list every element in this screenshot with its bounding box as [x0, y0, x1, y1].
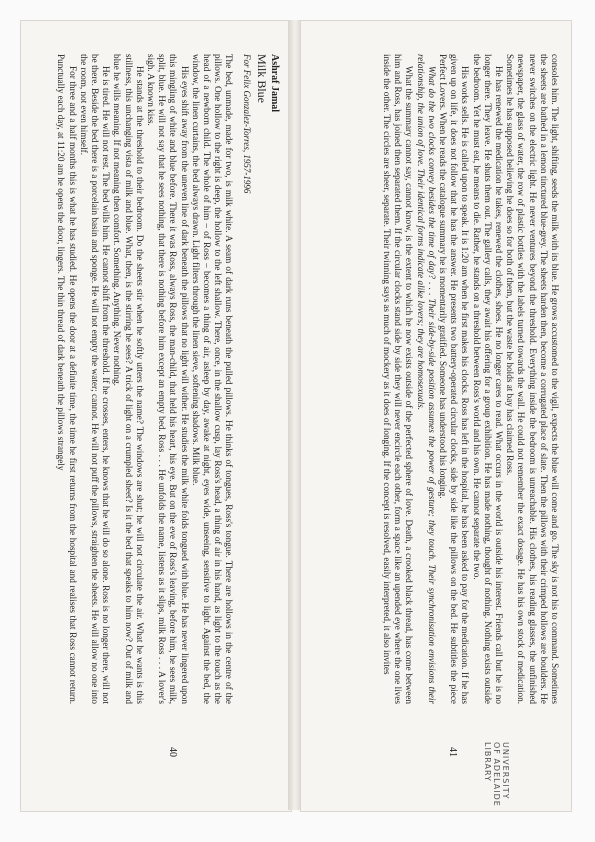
- dedication: For Felix Gonzalez-Torres, 1957-1996: [241, 54, 252, 194]
- paragraph: What the summary cannot say, cannot know, is the extent to which he now exists outside of the perfected sphere of love. Death, a crooked black thread, has come between him and Ross, has joined then separated them. If the circular clocks stand side by side they will never encircle each other, form a space like an upended eye where the one lives inside the other. The circles are sheer, separate. Their twinning says as much of mockery as it does of longing. If the concept is resolved, easily interpreted, it also invites: [381, 54, 415, 704]
- catalogue-quote: What do the two clocks convey besides the time of day? . . . Their side-by-side position assumes the power of gesture; they touch. Their synchronisation envisions their relationship, the union of love. Their identical forms indicate alike lovers; they are homosexuals.: [415, 54, 437, 704]
- page-number-left: 40: [167, 747, 178, 757]
- paragraph: For three and a half months this is what he has studied. He opens the door at a definite time, the time he first returns from the hospital and realises that Ross cannot return. Punctually each day, at 11:20 am he opens the door, lingers. The thin thread of dark beneath the pillows strangely: [56, 54, 78, 704]
- paragraph: His eyes shift away from the uneven line of dark beneath the pillows that no light will wither. He studies the milk white folds tongued with blue. He has never lingered upon this mingling of white and blue before. There it was Ross, always Ross, the man-child, that held his heart, his eye. But on the eve of Ross's leaving, before him, he sees milk, split, blue. He will not say that he sees nothing, that there is nothing before him except an empty bed. Ross . . . He unfolds the name, listens as it slips, milk Ross . . . A lover's sigh. A known kiss.: [145, 54, 190, 704]
- left-page: [20, 20, 292, 812]
- left-page-rotated-frame: [42, 42, 290, 812]
- right-page-rotated-frame: [322, 42, 570, 812]
- story-title: Milk Blue: [254, 54, 269, 104]
- author-name: Ashraf Jamal: [269, 54, 280, 113]
- paragraph: The bed, unmade, made for two, is milk white. A seam of dark runs beneath the pulled pillows. He thinks of tongues, Ross's tongue. There are hollows in the centre of the pillows. One hollow to the right is deep, the hollow to the left shallow. There, once, in the shallow cusp, lay Ross's head, a thing of air in his hand, as light to the touch as the head of a newborn child. The whole of him – of Ross – becomes a thing of air, asleep by day, awake at night, eyes wide, unseeing, sensitive to light. Against the bed, the window, the linen curtains, the bed always drawn. Light filters through the linen sieve, softening shadows. Milk blue.: [190, 54, 235, 704]
- left-page-text: [55, 54, 280, 704]
- paragraph: He has renewed the medication he takes, renewed the clothes, shoes. He no longer cares to read. What occurs in the world is outside his interest. Friends call but he is no longer there. They leave. He shuts them out. The gallery calls, they await his offering for a group exhibition. He has made nothing, thought of nothing. Nothing exists outside the bedroom. Yet he must eat, he means to die. Rather, he stands on a threshold between Ross's world and his own. He cannot separate the two.: [471, 54, 504, 704]
- paragraph: He is tired. He will not rest. The bed wills him. He cannot shift from the threshold. If he crosses, enters, he knows that he will do so alone. Ross is no longer there, will not be there. Beside the bed there is a porcelain basin and sponge. He will not empty the water; cannot. He will not puff the pillows, straighten the sheets. He will allow no one into the room, not even himself.: [78, 54, 112, 704]
- paragraph: consoles him. The light, shifting, seeds the milk with its blue. He grows accustomed to the vigil, expects the blue will come and go. The sky is not his to command. Sometimes the sheets are bathed in a lemon tinctured blue-grey. The sheets harden then, become a corrugated place of slate. Then the pillows with their crimped hollows are boulders. He never switches on the electric light. He never ventures beyond the threshold. Everything inside the bedroom is unreachable. His clothes, his reading glasses, the unfinished newspaper, the glass of water, the row of plastic bottles with the labels turned towards the wall. He could not remember the exact dosage. He has his own stock of medication. Sometimes he has supposed believing he does so for both of them, but the waste he holds at bay has claimed Ross.: [505, 54, 560, 704]
- library-stamp: UNIVERSITY OF ADELAIDE LIBRARY: [483, 742, 510, 807]
- paragraph: He stands at the threshold to their bedroom. Do the sheets stir when he softly utters the name? The windows are shut; he will not circulate the air. What he wants is this stillness, this unchanging vista of milk and blue. What, then, is the stirring he sees? A trick of light on a crumpled sheet? Is it the bed that speaks to him now? Out of milk and blue he wills meaning. If not meaning then comfort. Something. Anything. Never nothing.: [112, 54, 145, 704]
- page-number-right: 41: [447, 747, 458, 757]
- paragraph: His works sells. He is called upon to speak. It is 1:20 am when he first makes his clocks. Ross has left in the hospital, he has been asked to pay for the medication. If he has given up on life, it does not follow that he has the answer. He presents two battery-operated circular clocks, side by side like the pillows on the bed. He subtitles the piece Perfect Lovers. When he reads the catalogue summary he is momentarily gratified. Someone has understood his longing.: [437, 54, 471, 704]
- right-page-text: [381, 54, 560, 704]
- right-page: [300, 20, 572, 812]
